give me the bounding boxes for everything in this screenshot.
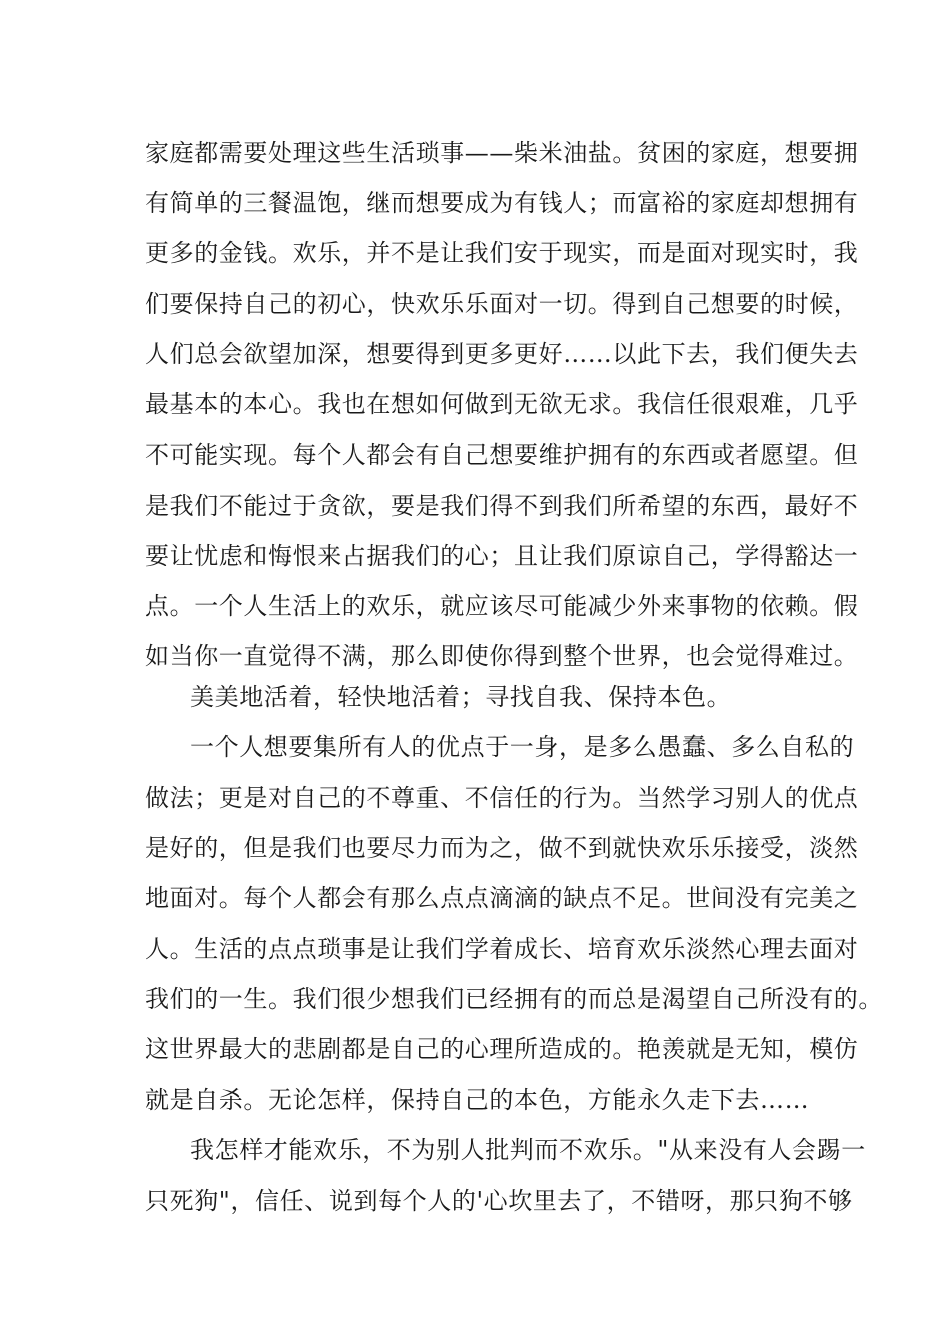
text-line-5: 人们总会欲望加深，想要得到更多更好……以此下去，我们便失去 xyxy=(145,340,859,368)
text-line-13: 一个人想要集所有人的优点于一身，是多么愚蠢、多么自私的 xyxy=(190,733,855,761)
text-line-17: 人。生活的点点琐事是让我们学着成长、培育欢乐淡然心理去面对 xyxy=(145,935,859,963)
text-line-8: 是我们不能过于贪欲，要是我们得不到我们所希望的东西，最好不 xyxy=(145,492,859,520)
text-line-2: 有简单的三餐温饱，继而想要成为有钱人；而富裕的家庭却想拥有 xyxy=(145,189,859,217)
text-line-22: 只死狗"，信任、说到每个人的'心坎里去了，不错呀，那只狗不够 xyxy=(145,1187,853,1215)
text-line-10: 点。一个人生活上的欢乐，就应该尽可能减少外来事物的依赖。假 xyxy=(145,592,859,620)
text-line-3: 更多的金钱。欢乐，并不是让我们安于现实，而是面对现实时，我 xyxy=(145,239,859,267)
text-line-1: 家庭都需要处理这些生活琐事——柴米油盐。贫困的家庭，想要拥 xyxy=(145,139,859,167)
text-line-4: 们要保持自己的初心，快欢乐乐面对一切。得到自己想要的时候， xyxy=(145,290,859,318)
text-line-20: 就是自杀。无论怎样，保持自己的本色，方能永久走下去…… xyxy=(145,1086,810,1114)
text-line-16: 地面对。每个人都会有那么点点滴滴的缺点不足。世间没有完美之 xyxy=(145,884,859,912)
text-line-18: 我们的一生。我们很少想我们已经拥有的而总是渴望自己所没有的。 xyxy=(145,985,883,1013)
text-line-14: 做法；更是对自己的不尊重、不信任的行为。当然学习别人的优点 xyxy=(145,784,859,812)
text-line-6: 最基本的本心。我也在想如何做到无欲无求。我信任很艰难，几乎 xyxy=(145,390,859,418)
text-line-9: 要让忧虑和悔恨来占据我们的心；且让我们原谅自己，学得豁达一 xyxy=(145,542,859,570)
text-line-11: 如当你一直觉得不满，那么即使你得到整个世界，也会觉得难过。 xyxy=(145,642,859,670)
text-line-12: 美美地活着，轻快地活着；寻找自我、保持本色。 xyxy=(190,683,732,711)
text-line-7: 不可能实现。每个人都会有自己想要维护拥有的东西或者愿望。但 xyxy=(145,441,859,469)
text-line-21: 我怎样才能欢乐，不为别人批判而不欢乐。"从来没有人会踢一 xyxy=(190,1136,866,1164)
text-line-15: 是好的，但是我们也要尽力而为之，做不到就快欢乐乐接受，淡然 xyxy=(145,834,859,862)
text-line-19: 这世界最大的悲剧都是自己的心理所造成的。艳羡就是无知，模仿 xyxy=(145,1035,859,1063)
